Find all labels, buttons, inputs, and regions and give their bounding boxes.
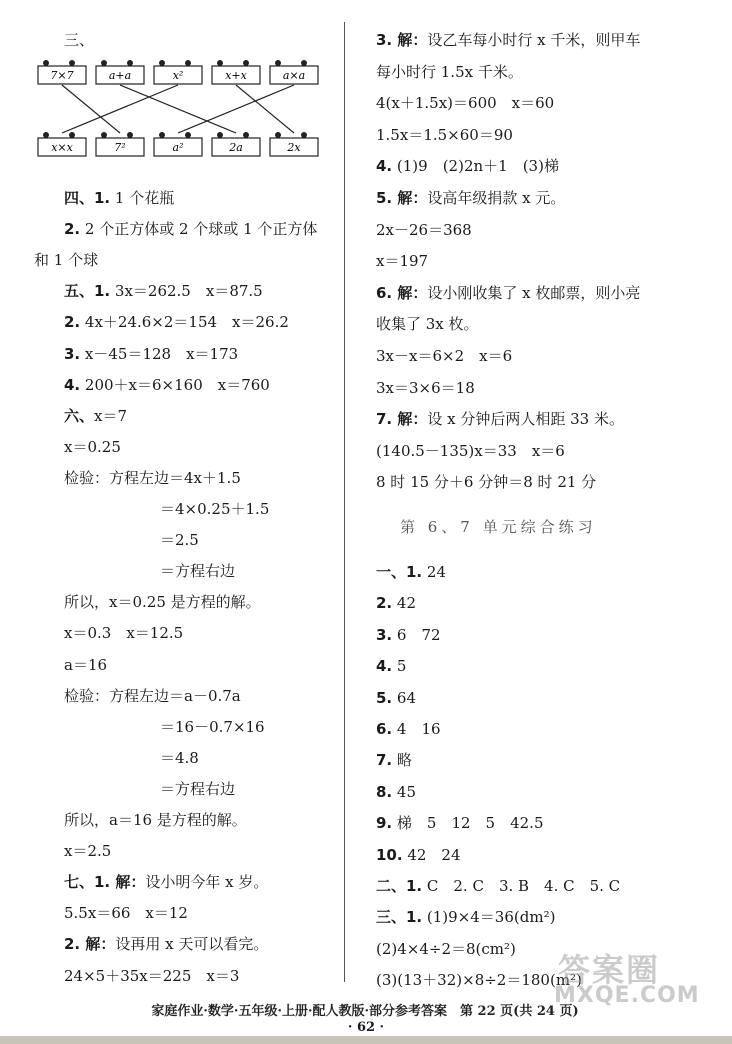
item-label: 3. <box>376 625 393 644</box>
item-text: 设 x 分钟后两人相距 33 米。 <box>427 410 624 429</box>
item-text: 2 个正方体或 2 个球或 1 个正方体 <box>80 220 318 239</box>
matching-line <box>62 85 178 133</box>
item-label: 6. 解： <box>376 283 428 302</box>
item-text: 2x－26＝368 <box>376 220 472 239</box>
right-answer-line <box>376 939 516 959</box>
right-answer-line <box>376 688 416 708</box>
item-label: 8. <box>376 782 393 801</box>
item-label: 2. 解： <box>64 935 116 954</box>
left-lines-line <box>64 406 127 426</box>
right-lines-line <box>376 314 479 334</box>
right-lines-line <box>376 220 472 240</box>
item-text: 24×5＋35x＝225 x＝3 <box>64 966 240 985</box>
item-text: x＝197 <box>376 252 429 271</box>
left-lines-line <box>34 250 98 270</box>
right-answer-line <box>376 562 446 582</box>
item-label: 2. <box>64 220 81 239</box>
item-text: 设小明今年 x 岁。 <box>145 873 269 892</box>
right-answer-line <box>376 845 461 865</box>
item-label: 4. <box>376 657 393 676</box>
item-text: ＝方程右边 <box>160 779 236 798</box>
card-label: 2a <box>229 141 243 154</box>
item-text: 设小刚收集了 x 枚邮票，则小亮 <box>427 283 641 302</box>
item-label: 2. <box>376 594 393 613</box>
item-text: 3x－x＝6×2 x＝6 <box>376 347 513 365</box>
item-text: 每小时行 1.5x 千米。 <box>376 62 523 81</box>
right-lines-line <box>376 472 596 492</box>
right-answer-line <box>376 656 406 676</box>
item-text: 3x＝262.5 x＝87.5 <box>110 282 263 301</box>
item-label: 二、1. <box>376 877 423 895</box>
right-lines-line <box>376 441 565 461</box>
section-heading: 第 6、7 单元综合练习 <box>400 518 597 536</box>
item-label: 6. <box>376 720 393 738</box>
left-lines-line <box>64 841 111 861</box>
item-text: 5 <box>392 657 407 676</box>
watermark <box>530 945 720 1015</box>
item-label: 一、1. <box>376 563 423 581</box>
item-text: 4x＋24.6×2＝154 x＝26.2 <box>80 313 289 332</box>
item-text: x＝2.5 <box>64 842 112 861</box>
item-text: 6 72 <box>392 625 441 644</box>
right-lines-line <box>376 346 512 366</box>
item-text: ＝4.8 <box>160 748 199 767</box>
item-text: ＝4×0.25＋1.5 <box>160 500 270 518</box>
right-answer-line <box>376 593 416 613</box>
bottom-card <box>212 132 260 156</box>
item-label: 5. 解： <box>376 189 428 207</box>
left-lines-line <box>64 592 261 612</box>
item-text: 200＋x＝6×160 x＝760 <box>80 375 270 394</box>
item-label: 9. <box>376 814 393 833</box>
item-text: 3x＝3×6＝18 <box>376 378 475 397</box>
card-label: a×a <box>282 69 306 82</box>
item-label: 3. <box>64 344 81 363</box>
item-label: 3. 解： <box>376 31 428 49</box>
item-text: 所以，a＝16 是方程的解。 <box>64 811 247 829</box>
left-lines-line <box>64 872 268 892</box>
item-text: 4 16 <box>392 720 441 738</box>
top-card <box>270 60 318 84</box>
item-text: a＝16 <box>64 655 108 674</box>
item-text: (3)(13＋32)×8÷2＝180(m²) <box>376 971 582 990</box>
left-lines-line <box>160 748 199 768</box>
item-text: 略 <box>392 751 412 770</box>
item-text: 5.5x＝66 x＝12 <box>64 904 188 923</box>
right-answer-line <box>376 782 416 802</box>
item-text: 检验：方程左边＝a－0.7a <box>64 686 241 705</box>
right-lines-line <box>376 409 624 429</box>
item-text: 1.5x＝1.5×60＝90 <box>376 125 513 144</box>
section-3-title: 三、 <box>64 31 95 49</box>
matching-puzzle <box>32 55 332 170</box>
bottom-card <box>154 132 202 156</box>
right-lines-line <box>376 251 428 271</box>
right-answer-line <box>376 750 412 770</box>
item-text: C 2. C 3. B 4. C 5. C <box>422 877 621 895</box>
right-lines-line <box>376 188 565 208</box>
left-lines-line <box>64 934 268 954</box>
item-text: (1)9×4＝36(dm²) <box>422 908 556 927</box>
item-label: 7. <box>376 751 393 770</box>
left-lines-line <box>64 903 188 923</box>
top-cards <box>38 60 318 84</box>
top-card <box>38 60 86 84</box>
item-text: 64 <box>392 688 416 707</box>
left-lines-line <box>160 717 265 737</box>
item-label: 4. <box>64 375 81 394</box>
card-label: a+a <box>108 69 132 82</box>
item-label: 五、1. <box>64 282 111 301</box>
item-text: 42 24 <box>402 845 461 864</box>
left-lines-line <box>64 655 107 675</box>
item-label: 七、1. 解： <box>64 873 146 892</box>
item-label: 10. <box>376 845 403 864</box>
bottom-cards <box>38 132 318 156</box>
right-answer-line <box>376 625 441 645</box>
left-lines-line <box>64 623 183 643</box>
item-label: 四、1. <box>64 189 111 207</box>
card-label: 2x <box>287 141 301 154</box>
top-card <box>154 60 202 84</box>
card-label: 7² <box>114 141 126 154</box>
item-text: (2)4×4÷2＝8(cm²) <box>376 939 516 958</box>
left-lines-line <box>64 375 270 395</box>
item-text: 设高年级捐款 x 元。 <box>427 189 566 207</box>
left-lines-line <box>64 281 263 301</box>
right-answer-line <box>376 907 555 927</box>
watermark-logo: 答案圈 <box>558 951 661 989</box>
item-text: 设再用 x 天可以看完。 <box>115 935 269 954</box>
card-label: x×x <box>51 141 73 154</box>
right-lines-line <box>376 156 559 176</box>
item-label: 4. <box>376 157 393 176</box>
top-card <box>96 60 144 84</box>
item-text: 和 1 个球 <box>34 251 99 270</box>
left-lines-line <box>64 686 241 706</box>
left-lines-line <box>160 561 235 581</box>
card-label: x+x <box>225 69 247 82</box>
item-label: 三、1. <box>376 908 423 927</box>
bottom-card <box>96 132 144 156</box>
left-lines-line <box>160 530 199 550</box>
item-text: x＝0.25 <box>64 437 121 456</box>
right-lines-line <box>376 283 640 303</box>
item-text: 所以，x＝0.25 是方程的解。 <box>64 593 261 612</box>
right-answer-line <box>376 876 620 896</box>
item-text: 45 <box>392 782 416 801</box>
bottom-card <box>38 132 86 156</box>
item-text: (1)9 (2)2n＋1 (3)梯 <box>392 157 559 176</box>
card-label: 7×7 <box>50 69 74 82</box>
left-lines-line <box>64 437 121 457</box>
item-text: x＝0.3 x＝12.5 <box>64 624 184 643</box>
item-text: 1 个花瓶 <box>110 189 175 207</box>
item-text: 梯 5 12 5 42.5 <box>392 814 544 833</box>
item-text: x＝7 <box>94 406 128 425</box>
item-label: 5. <box>376 688 393 707</box>
left-lines-line <box>64 810 247 830</box>
left-lines-line <box>160 499 269 519</box>
left-lines-line <box>64 468 241 488</box>
right-lines-line <box>376 125 513 145</box>
card-label: x² <box>172 69 184 82</box>
left-lines-line <box>64 219 317 239</box>
matching-lines <box>62 85 294 133</box>
right-lines-line <box>376 378 475 398</box>
left-lines-line <box>64 344 238 364</box>
item-text: 4(x＋1.5x)＝600 x＝60 <box>376 94 555 113</box>
right-lines-line <box>376 62 523 82</box>
item-text: ＝方程右边 <box>160 562 236 581</box>
page-number: · 62 · <box>347 1020 385 1035</box>
item-label: 7. 解： <box>376 410 428 429</box>
item-text: 42 <box>392 594 416 613</box>
item-label: 六、 <box>64 406 95 425</box>
item-text: 设乙车每小时行 x 千米，则甲车 <box>427 31 641 49</box>
column-divider <box>344 22 345 982</box>
item-text: 检验：方程左边＝4x＋1.5 <box>64 468 241 487</box>
page-edge <box>0 1036 732 1044</box>
matching-line <box>120 85 236 133</box>
right-answer-line <box>376 719 441 739</box>
right-answer-line <box>376 813 543 833</box>
left-lines-line <box>64 312 289 332</box>
matching-line <box>236 85 294 133</box>
left-lines-line <box>64 966 239 986</box>
left-lines-line <box>64 188 174 208</box>
item-text: ＝2.5 <box>160 531 199 550</box>
card-label: a² <box>172 141 184 154</box>
matching-line <box>178 85 294 133</box>
top-card <box>212 60 260 84</box>
item-text: 8 时 15 分＋6 分钟＝8 时 21 分 <box>376 473 597 492</box>
item-text: 收集了 3x 枚。 <box>376 315 479 334</box>
item-text: ＝16－0.7×16 <box>160 717 265 736</box>
item-text: (140.5－135)x＝33 x＝6 <box>376 441 565 460</box>
page-footer: 家庭作业·数学·五年级·上册·配人教版·部分参考答案 第 22 页(共 24 页) <box>151 1004 579 1019</box>
right-lines-line <box>376 93 554 113</box>
matching-line <box>62 85 120 133</box>
bottom-card <box>270 132 318 156</box>
watermark-url: MXQE.COM <box>554 983 700 1008</box>
item-label: 2. <box>64 313 81 332</box>
right-lines-line <box>376 30 640 50</box>
item-text: 24 <box>422 563 446 581</box>
item-text: x－45＝128 x＝173 <box>80 344 239 363</box>
left-lines-line <box>160 779 235 799</box>
